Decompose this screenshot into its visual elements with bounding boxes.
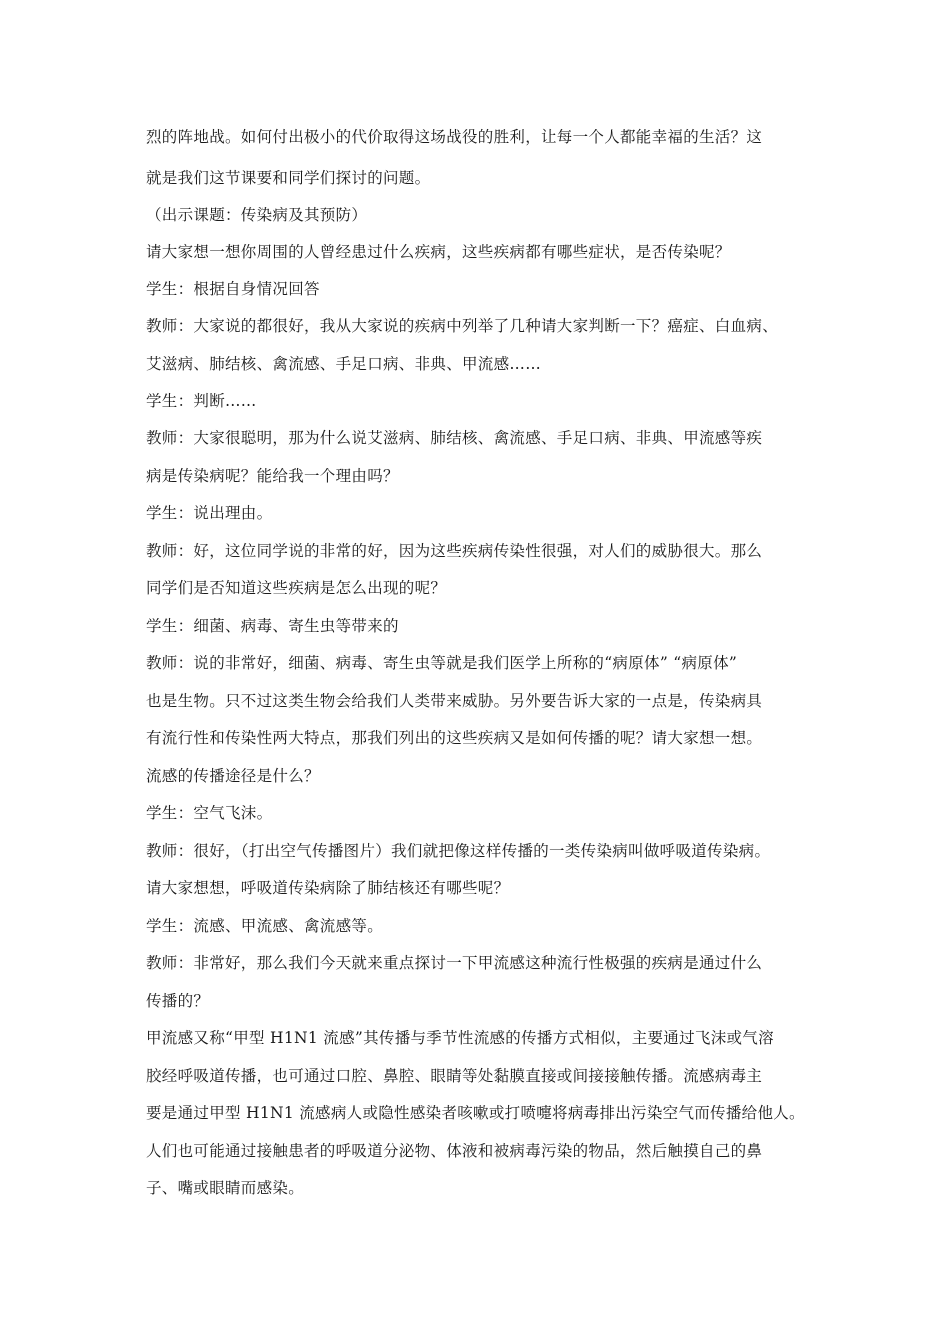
text-line: 教师：非常好，那么我们今天就来重点探讨一下甲流感这种流行性极强的疾病是通过什么 (146, 954, 763, 972)
text-line: 学生：流感、甲流感、禽流感等。 (146, 917, 384, 935)
text-line: 有流行性和传染性两大特点，那我们列出的这些疾病又是如何传播的呢？请大家想一想。 (146, 729, 763, 747)
text-line: 就是我们这节课要和同学们探讨的问题。 (146, 169, 431, 187)
text-line: 教师：大家很聪明，那为什么说艾滋病、肺结核、禽流感、手足口病、非典、甲流感等疾 (146, 429, 763, 447)
text-line: 教师：很好，（打出空气传播图片）我们就把像这样传播的一类传染病叫做呼吸道传染病。 (146, 842, 771, 860)
text-line: 学生：说出理由。 (146, 504, 273, 522)
text-line: 人们也可能通过接触患者的呼吸道分泌物、体液和被病毒污染的物品，然后触摸自己的鼻 (146, 1142, 763, 1160)
text-line: 也是生物。只不过这类生物会给我们人类带来威胁。另外要告诉大家的一点是，传染病具 (146, 692, 763, 710)
text-line: （出示课题：传染病及其预防） (146, 206, 368, 224)
text-line: 烈的阵地战。如何付出极小的代价取得这场战役的胜利，让每一个人都能幸福的生活？这 (146, 128, 763, 146)
text-line: 学生：判断…… (146, 392, 257, 410)
text-line: 子、嘴或眼睛而感染。 (146, 1179, 305, 1197)
text-line: 学生：空气飞沫。 (146, 804, 273, 822)
text-line: 甲流感又称“甲型 H1N1 流感”其传播与季节性流感的传播方式相似，主要通过飞沫或气溶 (146, 1029, 774, 1047)
text-line: 病是传染病呢？能给我一个理由吗？ (146, 467, 399, 485)
text-line: 传播的？ (146, 992, 210, 1010)
text-line: 学生：细菌、病毒、寄生虫等带来的 (146, 617, 399, 635)
text-line: 要是通过甲型 H1N1 流感病人或隐性感染者咳嗽或打喷嚏将病毒排出污染空气而传播给他人。 (146, 1104, 805, 1122)
text-line: 教师：好，这位同学说的非常的好，因为这些疾病传染性很强，对人们的威胁很大。那么 (146, 542, 763, 560)
text-line: 教师：大家说的都很好，我从大家说的疾病中列举了几种请大家判断一下？癌症、白血病、 (146, 317, 779, 335)
text-line: 同学们是否知道这些疾病是怎么出现的呢？ (146, 579, 447, 597)
text-line: 胶经呼吸道传播，也可通过口腔、鼻腔、眼睛等处黏膜直接或间接接触传播。流感病毒主 (146, 1067, 763, 1085)
text-line: 请大家想想，呼吸道传染病除了肺结核还有哪些呢？ (146, 879, 510, 897)
text-line: 请大家想一想你周围的人曾经患过什么疾病，这些疾病都有哪些症状，是否传染呢？ (146, 243, 731, 261)
text-line: 教师：说的非常好，细菌、病毒、寄生虫等就是我们医学上所称的“病原体” “病原体” (146, 654, 738, 672)
text-line: 艾滋病、肺结核、禽流感、手足口病、非典、甲流感…… (146, 355, 542, 373)
text-line: 流感的传播途径是什么？ (146, 767, 320, 785)
text-line: 学生：根据自身情况回答 (146, 280, 320, 298)
